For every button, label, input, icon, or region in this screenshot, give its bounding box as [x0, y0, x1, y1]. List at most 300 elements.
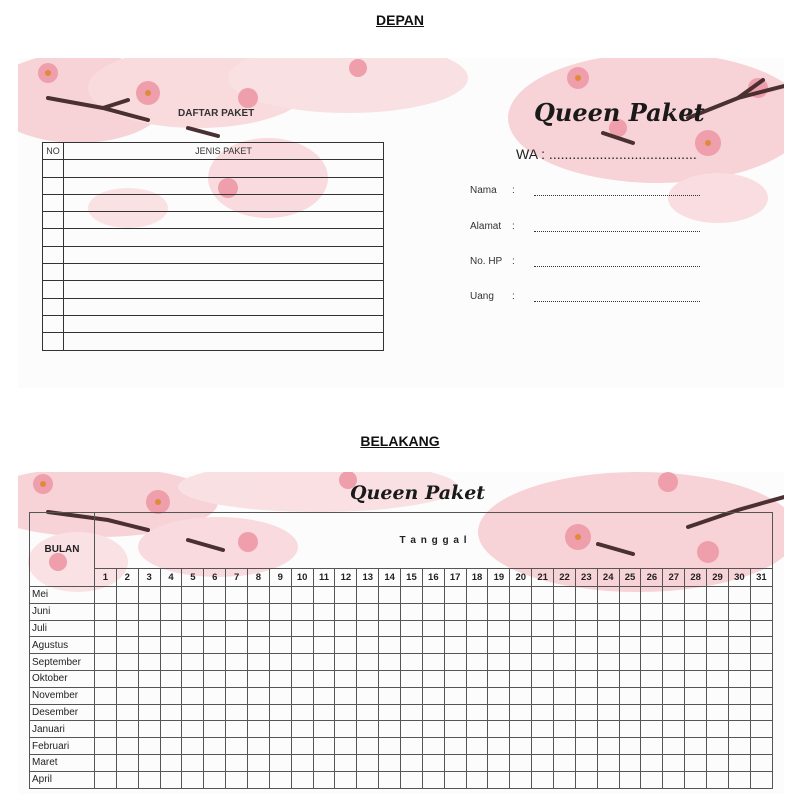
calendar-cell [204, 738, 226, 755]
calendar-cell [575, 587, 597, 604]
calendar-cell [597, 754, 619, 771]
front-brand-title: Queen Paket [534, 98, 705, 127]
day-number: 10 [291, 569, 313, 587]
field-nama-label: Nama [470, 185, 497, 196]
calendar-cell [466, 721, 488, 738]
calendar-cell [707, 687, 729, 704]
calendar-cell [597, 771, 619, 788]
calendar-cell [554, 670, 576, 687]
calendar-cell [750, 587, 772, 604]
calendar-cell [313, 670, 335, 687]
calendar-cell [707, 738, 729, 755]
calendar-cell [663, 587, 685, 604]
calendar-cell [182, 654, 204, 671]
field-nama-line [534, 195, 700, 196]
day-number: 28 [685, 569, 707, 587]
calendar-cell [160, 721, 182, 738]
calendar-cell [160, 754, 182, 771]
field-alamat-line [534, 231, 700, 232]
calendar-cell [160, 704, 182, 721]
day-number: 22 [554, 569, 576, 587]
calendar-cell [663, 771, 685, 788]
calendar-cell [466, 687, 488, 704]
month-label: Maret [30, 754, 95, 771]
calendar-cell [641, 620, 663, 637]
field-alamat-label: Alamat [470, 221, 502, 232]
calendar-cell [182, 704, 204, 721]
calendar-cell [641, 754, 663, 771]
calendar-cell [248, 771, 270, 788]
calendar-cell [422, 603, 444, 620]
calendar-cell [291, 754, 313, 771]
calendar-cell [269, 587, 291, 604]
calendar-cell [269, 704, 291, 721]
calendar-cell [182, 771, 204, 788]
calendar-cell [138, 587, 160, 604]
calendar-cell [204, 587, 226, 604]
calendar-cell [335, 771, 357, 788]
calendar-cell [182, 670, 204, 687]
calendar-cell [641, 637, 663, 654]
calendar-cell [597, 670, 619, 687]
calendar-cell [750, 738, 772, 755]
month-label: Juni [30, 603, 95, 620]
calendar-cell [357, 620, 379, 637]
calendar-cell [707, 620, 729, 637]
calendar-cell [532, 738, 554, 755]
calendar-cell [641, 771, 663, 788]
calendar-cell [138, 754, 160, 771]
calendar-cell [291, 603, 313, 620]
calendar-cell [641, 603, 663, 620]
calendar-cell [291, 771, 313, 788]
calendar-cell [510, 654, 532, 671]
day-number: 9 [269, 569, 291, 587]
calendar-cell [532, 721, 554, 738]
day-number: 2 [116, 569, 138, 587]
calendar-cell [575, 738, 597, 755]
calendar-cell [466, 738, 488, 755]
table-row [43, 333, 384, 350]
calendar-cell [248, 704, 270, 721]
calendar-cell [685, 754, 707, 771]
calendar-cell [116, 637, 138, 654]
calendar-cell [182, 603, 204, 620]
calendar-cell [116, 670, 138, 687]
calendar-cell [204, 771, 226, 788]
month-label: Desember [30, 704, 95, 721]
calendar-cell [138, 721, 160, 738]
calendar-cell [532, 687, 554, 704]
calendar-cell [444, 704, 466, 721]
table-row [43, 229, 384, 246]
calendar-cell [269, 754, 291, 771]
calendar-cell [728, 687, 750, 704]
calendar-cell [248, 620, 270, 637]
calendar-cell [488, 670, 510, 687]
calendar-cell [707, 704, 729, 721]
month-row [30, 587, 773, 604]
calendar-cell [510, 721, 532, 738]
calendar-cell [401, 771, 423, 788]
calendar-cell [313, 704, 335, 721]
calendar-cell [444, 687, 466, 704]
calendar-cell [444, 721, 466, 738]
calendar-cell [619, 637, 641, 654]
calendar-cell [95, 738, 117, 755]
table-row [43, 315, 384, 332]
day-number: 18 [466, 569, 488, 587]
calendar-cell [269, 637, 291, 654]
col-no-header: NO [43, 143, 64, 160]
day-number: 29 [707, 569, 729, 587]
calendar-cell [663, 687, 685, 704]
month-row [30, 620, 773, 637]
day-number: 12 [335, 569, 357, 587]
day-number: 19 [488, 569, 510, 587]
calendar-cell [313, 637, 335, 654]
month-label: Mei [30, 587, 95, 604]
bulan-header: BULAN [30, 513, 95, 587]
calendar-cell [379, 721, 401, 738]
calendar-cell [488, 754, 510, 771]
calendar-cell [357, 704, 379, 721]
day-number: 1 [95, 569, 117, 587]
calendar-cell [291, 721, 313, 738]
day-number: 26 [641, 569, 663, 587]
day-number: 8 [248, 569, 270, 587]
calendar-cell [95, 721, 117, 738]
calendar-cell [379, 687, 401, 704]
day-number: 5 [182, 569, 204, 587]
calendar-cell [641, 738, 663, 755]
day-number: 4 [160, 569, 182, 587]
field-uang-label: Uang [470, 291, 494, 302]
calendar-cell [575, 771, 597, 788]
calendar-cell [750, 687, 772, 704]
calendar-cell [95, 637, 117, 654]
calendar-cell [685, 637, 707, 654]
back-card [18, 472, 784, 794]
calendar-cell [95, 587, 117, 604]
calendar-cell [422, 654, 444, 671]
table-row [43, 177, 384, 194]
calendar-cell [160, 654, 182, 671]
calendar-cell [182, 754, 204, 771]
front-heading: DEPAN [376, 12, 424, 28]
calendar-cell [401, 754, 423, 771]
calendar-cell [160, 670, 182, 687]
calendar-cell [663, 670, 685, 687]
calendar-cell [554, 771, 576, 788]
calendar-cell [182, 587, 204, 604]
month-row [30, 670, 773, 687]
calendar-cell [313, 603, 335, 620]
calendar-cell [335, 620, 357, 637]
calendar-cell [379, 654, 401, 671]
calendar-cell [444, 654, 466, 671]
day-number: 13 [357, 569, 379, 587]
calendar-cell [597, 654, 619, 671]
calendar-cell [379, 771, 401, 788]
field-uang-line [534, 301, 700, 302]
calendar-cell [707, 754, 729, 771]
calendar-cell [116, 704, 138, 721]
calendar-cell [488, 587, 510, 604]
calendar-cell [510, 738, 532, 755]
calendar-cell [291, 637, 313, 654]
month-row [30, 771, 773, 788]
calendar-cell [248, 754, 270, 771]
calendar-cell [750, 754, 772, 771]
calendar-cell [226, 654, 248, 671]
calendar-cell [728, 654, 750, 671]
month-label: November [30, 687, 95, 704]
calendar-cell [641, 587, 663, 604]
calendar-cell [116, 738, 138, 755]
calendar-cell [226, 587, 248, 604]
month-row [30, 654, 773, 671]
calendar-cell [554, 620, 576, 637]
calendar-cell [335, 587, 357, 604]
calendar-cell [510, 587, 532, 604]
calendar-cell [575, 721, 597, 738]
calendar-cell [248, 670, 270, 687]
day-number: 17 [444, 569, 466, 587]
calendar-cell [401, 670, 423, 687]
calendar-cell [510, 637, 532, 654]
calendar-cell [444, 620, 466, 637]
calendar-cell [116, 721, 138, 738]
calendar-cell [641, 687, 663, 704]
day-number: 25 [619, 569, 641, 587]
calendar-cell [116, 687, 138, 704]
month-label: Agustus [30, 637, 95, 654]
calendar-cell [335, 738, 357, 755]
calendar-cell [313, 721, 335, 738]
calendar-cell [422, 704, 444, 721]
table-row [43, 194, 384, 211]
daftar-paket-title: DAFTAR PAKET [178, 108, 255, 119]
calendar-cell [422, 587, 444, 604]
month-row [30, 687, 773, 704]
calendar-cell [204, 670, 226, 687]
calendar-cell [269, 620, 291, 637]
calendar-cell [95, 704, 117, 721]
calendar-cell [95, 771, 117, 788]
day-number: 27 [663, 569, 685, 587]
calendar-cell [728, 587, 750, 604]
calendar-cell [401, 738, 423, 755]
calendar-cell [554, 587, 576, 604]
field-nohp-label: No. HP [470, 256, 503, 267]
calendar-cell [663, 603, 685, 620]
calendar-cell [291, 670, 313, 687]
calendar-cell [532, 654, 554, 671]
calendar-cell [510, 603, 532, 620]
calendar-cell [597, 721, 619, 738]
calendar-cell [95, 620, 117, 637]
calendar-cell [728, 637, 750, 654]
calendar-cell [532, 587, 554, 604]
calendar-cell [335, 721, 357, 738]
table-row [43, 246, 384, 263]
calendar-cell [597, 687, 619, 704]
calendar-cell [532, 620, 554, 637]
calendar-cell [707, 654, 729, 671]
month-label: Oktober [30, 670, 95, 687]
calendar-cell [226, 687, 248, 704]
calendar-cell [204, 654, 226, 671]
calendar-cell [313, 738, 335, 755]
calendar-cell [204, 687, 226, 704]
tanggal-header: T a n g g a l [95, 513, 773, 569]
calendar-cell [575, 654, 597, 671]
calendar-cell [619, 587, 641, 604]
calendar-cell [160, 637, 182, 654]
field-nama-colon: : [512, 185, 515, 196]
calendar-cell [269, 670, 291, 687]
calendar-cell [401, 620, 423, 637]
calendar-cell [466, 754, 488, 771]
calendar-cell [313, 754, 335, 771]
month-label: Januari [30, 721, 95, 738]
calendar-cell [379, 738, 401, 755]
calendar-cell [685, 620, 707, 637]
calendar-cell [313, 771, 335, 788]
calendar-cell [663, 704, 685, 721]
calendar-cell [401, 687, 423, 704]
calendar-cell [750, 670, 772, 687]
calendar-cell [728, 704, 750, 721]
calendar-cell [248, 721, 270, 738]
calendar-cell [750, 637, 772, 654]
calendar-cell [707, 637, 729, 654]
calendar-cell [291, 738, 313, 755]
calendar-cell [641, 721, 663, 738]
calendar-cell [619, 620, 641, 637]
daftar-paket-table [42, 142, 384, 351]
calendar-cell [444, 754, 466, 771]
calendar-cell [685, 771, 707, 788]
calendar-cell [444, 637, 466, 654]
calendar-cell [335, 754, 357, 771]
calendar-cell [488, 721, 510, 738]
calendar-title-row [30, 513, 773, 569]
calendar-cell [619, 687, 641, 704]
calendar-cell [619, 771, 641, 788]
calendar-cell [444, 603, 466, 620]
calendar-cell [422, 670, 444, 687]
calendar-cell [619, 738, 641, 755]
calendar-cell [750, 603, 772, 620]
calendar-cell [728, 670, 750, 687]
calendar-cell [575, 620, 597, 637]
calendar-cell [401, 637, 423, 654]
calendar-cell [291, 704, 313, 721]
calendar-cell [248, 654, 270, 671]
calendar-cell [685, 687, 707, 704]
calendar-cell [291, 687, 313, 704]
calendar-cell [116, 771, 138, 788]
calendar-cell [488, 603, 510, 620]
calendar-cell [401, 587, 423, 604]
calendar-cell [226, 721, 248, 738]
calendar-cell [575, 603, 597, 620]
calendar-cell [466, 771, 488, 788]
calendar-cell [728, 620, 750, 637]
calendar-cell [575, 687, 597, 704]
calendar-cell [510, 704, 532, 721]
calendar-cell [575, 637, 597, 654]
calendar-cell [554, 754, 576, 771]
field-nohp-line [534, 266, 700, 267]
calendar-cell [335, 603, 357, 620]
calendar-cell [707, 771, 729, 788]
calendar-cell [226, 754, 248, 771]
calendar-cell [335, 704, 357, 721]
calendar-cell [379, 620, 401, 637]
calendar-cell [663, 738, 685, 755]
calendar-cell [685, 704, 707, 721]
day-number: 31 [750, 569, 772, 587]
month-label: Juli [30, 620, 95, 637]
calendar-cell [663, 654, 685, 671]
calendar-cell [597, 738, 619, 755]
calendar-cell [401, 654, 423, 671]
calendar-cell [95, 687, 117, 704]
day-number: 23 [575, 569, 597, 587]
calendar-cell [488, 620, 510, 637]
day-number: 24 [597, 569, 619, 587]
calendar-cell [554, 738, 576, 755]
day-number: 16 [422, 569, 444, 587]
day-number: 6 [204, 569, 226, 587]
calendar-cell [575, 670, 597, 687]
calendar-cell [313, 654, 335, 671]
calendar-cell [685, 721, 707, 738]
calendar-cell [269, 654, 291, 671]
calendar-cell [248, 637, 270, 654]
calendar-cell [138, 687, 160, 704]
calendar-cell [466, 603, 488, 620]
calendar-cell [685, 587, 707, 604]
calendar-cell [685, 603, 707, 620]
calendar-cell [554, 654, 576, 671]
calendar-cell [619, 603, 641, 620]
calendar-cell [444, 738, 466, 755]
calendar-cell [488, 637, 510, 654]
calendar-cell [116, 754, 138, 771]
month-row [30, 754, 773, 771]
calendar-cell [750, 721, 772, 738]
calendar-cell [182, 637, 204, 654]
table-row [43, 160, 384, 177]
calendar-cell [335, 637, 357, 654]
calendar-cell [641, 654, 663, 671]
calendar-cell [138, 771, 160, 788]
calendar-cell [422, 637, 444, 654]
calendar-cell [160, 587, 182, 604]
calendar-cell [554, 704, 576, 721]
field-nohp-colon: : [512, 256, 515, 267]
calendar-cell [160, 620, 182, 637]
calendar-cell [554, 603, 576, 620]
calendar-cell [444, 670, 466, 687]
day-number-row [30, 569, 773, 587]
calendar-cell [204, 721, 226, 738]
calendar-cell [510, 670, 532, 687]
